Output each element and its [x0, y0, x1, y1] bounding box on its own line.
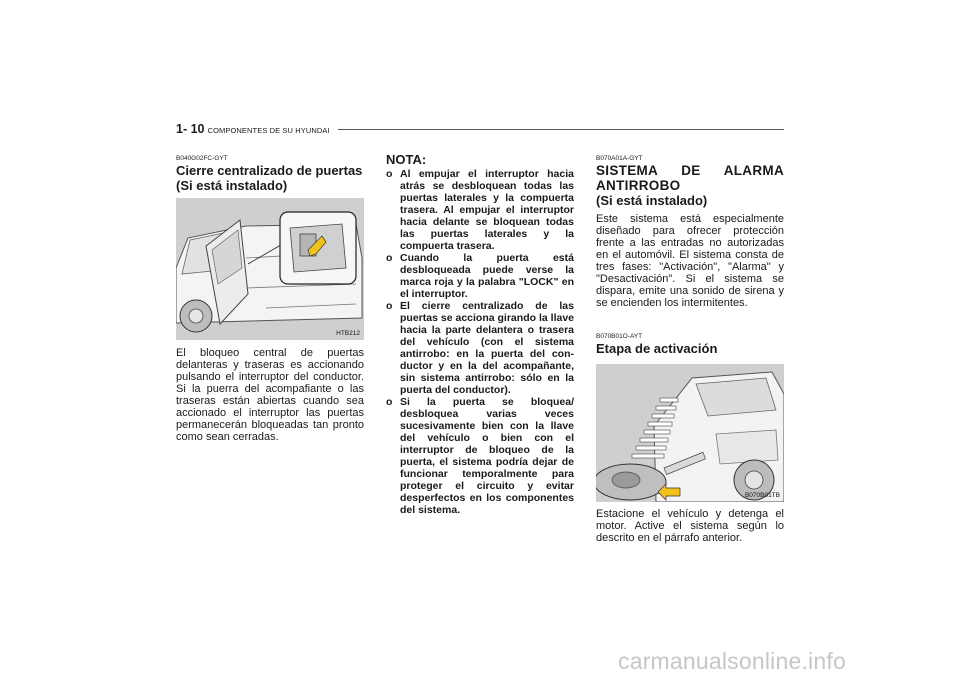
note-text: Cuando la puerta está desbloqueada puede verse la marca roja y la palabra "LOCK" en el interruptor. [400, 252, 574, 300]
section-title-line1: Cierre centralizado de puertas [176, 163, 363, 178]
bullet: o [386, 300, 393, 312]
car-key-illustration [596, 364, 784, 502]
note-section [386, 152, 574, 516]
door-lock-figure [176, 198, 364, 340]
car-door-illustration [176, 198, 364, 340]
note-title: NOTA: [386, 152, 427, 167]
section-code: B040G02FC-GYT [176, 155, 228, 162]
note-item [386, 252, 574, 300]
note-text: El cierre centralizado de las puertas se acciona girando la llave hacia la parte delantera o trasera del vehículo (con el sistema antirrobo: en la puerta del con-ductor y en la del acompañante, sin sistema antirrobo: sólo en la puerta del conductor). [400, 300, 574, 396]
note-text: Al empujar el interruptor hacia atrás se desbloquean todas las puertas laterales y la compuerta trasera. Al empujar el interruptor hacia delante se bloquean todas las puertas laterales y la compuerta trasera. [400, 168, 574, 252]
alarm-section [596, 155, 784, 544]
central-locking-body: El bloqueo central de puertas delanteras y traseras es accionando pulsando el interruptor del conductor. Si la puerra del acompafiante o las traseras están abiertas cuando sea accionado el interruptor las puertas permanecerán bloqueadas tan pronto como sean cerradas. [176, 347, 364, 443]
note-item [386, 396, 574, 516]
activation-body: Estacione el vehículo y detenga el motor. Active el sistema según lo descrito en el párrafo anterior. [596, 508, 784, 544]
alarm-body: Este sistema está especialmente diseñado para ofrecer protección frente a las entradas no autorizadas en el automóvil. El sistema consta de tres fases: "Activación", "Alarma" y "Desactivación". Si el sistema se dispara, emite una sonido de sirena y se encienden los intermitentes. [596, 213, 784, 309]
alarm-title-line1: SISTEMA DE ALARMA [596, 163, 784, 178]
bullet: o [386, 252, 393, 264]
note-item [386, 168, 574, 252]
note-list [386, 168, 574, 516]
key-activation-figure [596, 364, 784, 502]
figure-label: HTB212 [336, 330, 360, 337]
header-rule [338, 129, 784, 130]
alarm-title-line3: (Si está instalado) [596, 193, 708, 208]
section-title: COMPONENTES DE SU HYUNDAI [207, 126, 330, 135]
bullet: o [386, 396, 393, 408]
section-title-line2: (Si está instalado) [176, 178, 288, 193]
central-locking-section [176, 155, 364, 443]
watermark: carmanualsonline.info [618, 648, 846, 674]
note-item [386, 300, 574, 396]
figure-label: B070B01TB [744, 492, 780, 499]
page-number: 1- 10 [176, 122, 205, 136]
section-code: B070B01O-AYT [596, 333, 643, 340]
alarm-title-line2: ANTIRROBO [596, 178, 681, 193]
page-header [176, 122, 330, 136]
activation-title: Etapa de activación [596, 341, 718, 356]
note-text: Si la puerta se bloquea/ desbloquea varias veces sucesivamente bien con la llave del vehículo o bien con el interruptor de bloqueo de la puerta, el sistema podría dejar de funcionar temporalmente para proteger el circuito y evitar desperfectos en los componentes del sistema. [400, 396, 574, 516]
bullet: o [386, 168, 393, 180]
section-code: B070A01A-GYT [596, 155, 643, 162]
